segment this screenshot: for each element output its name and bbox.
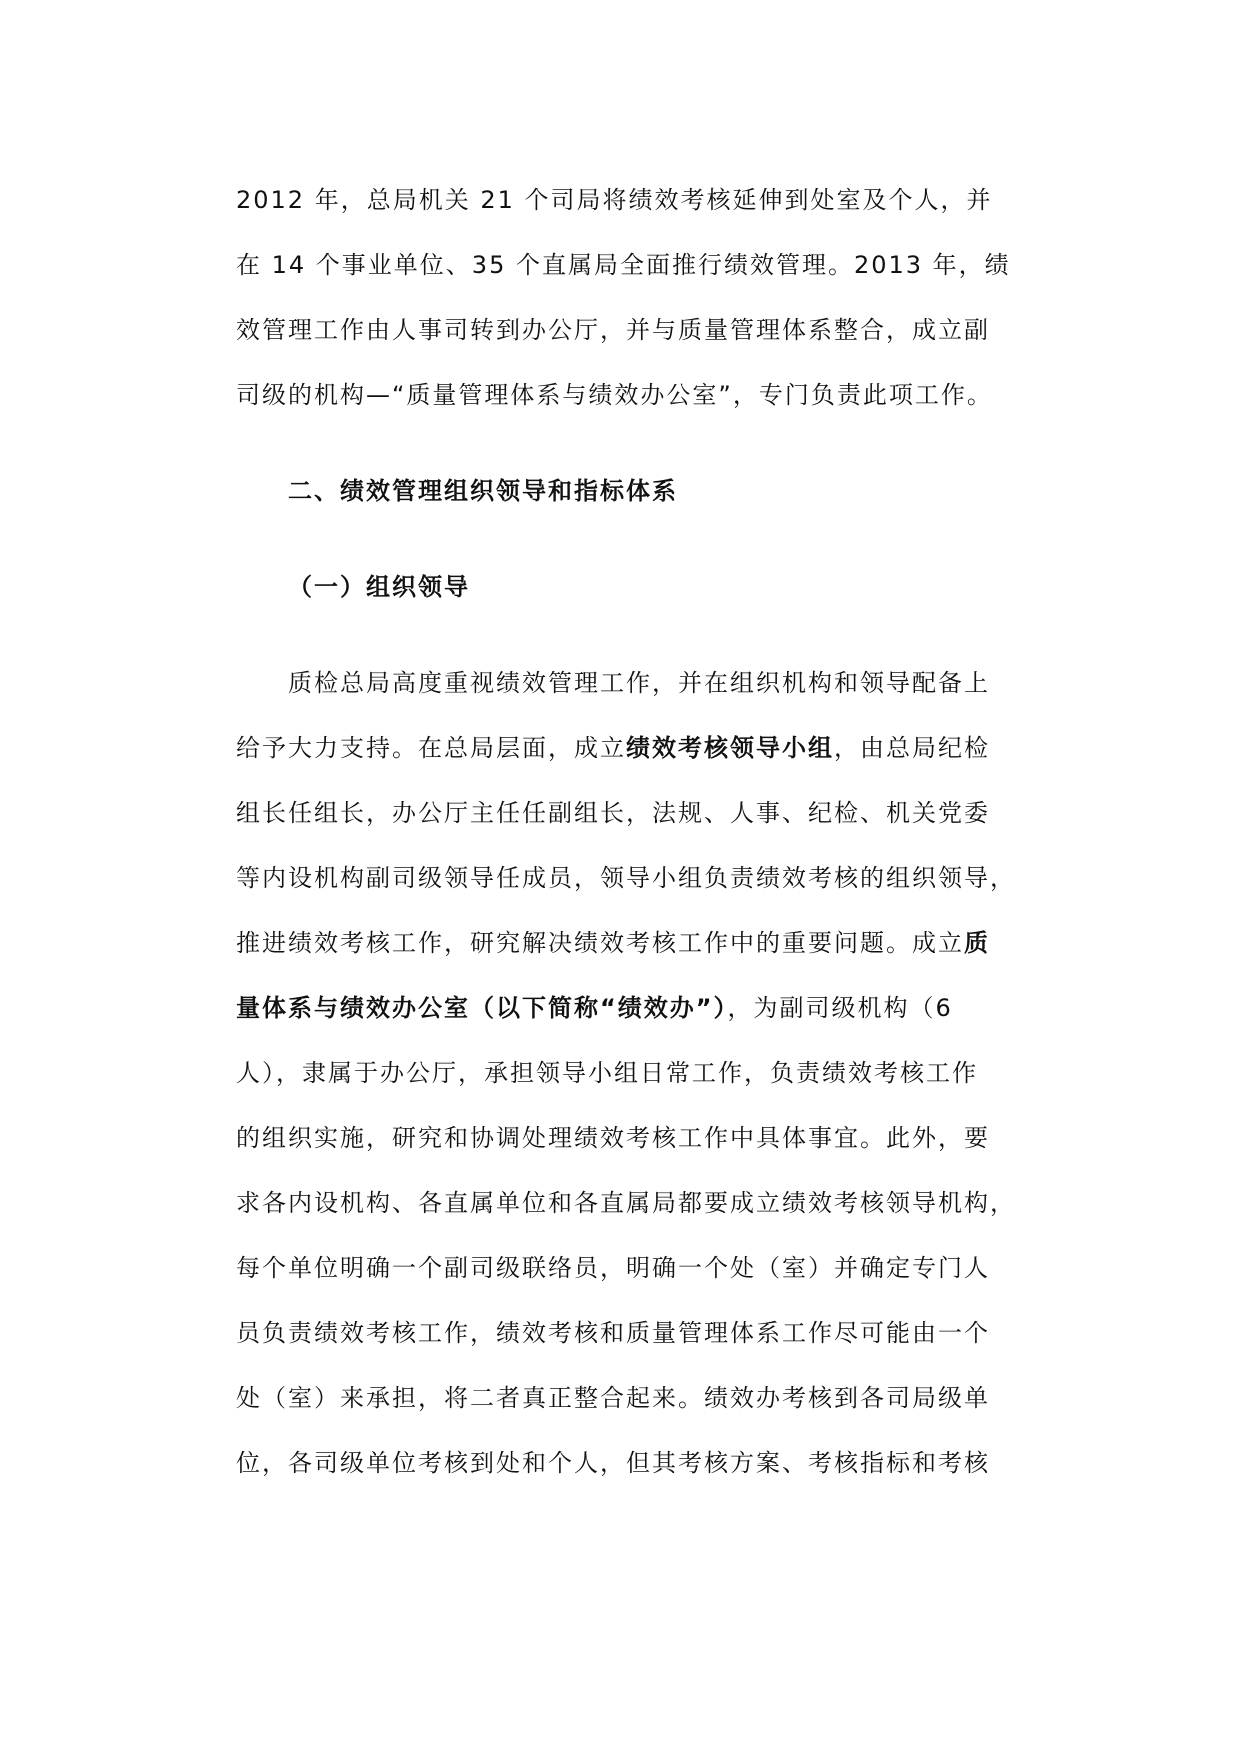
paragraph-2-line-13: 位，各司级单位考核到处和个人，但其考核方案、考核指标和考核 <box>236 1449 990 1477</box>
paragraph-2-line-11: 员负责绩效考核工作，绩效考核和质量管理体系工作尽可能由一个 <box>236 1319 990 1347</box>
paragraph-2-line-3: 组长任组长，办公厅主任任副组长，法规、人事、纪检、机关党委 <box>236 799 990 827</box>
paragraph-2-line-12: 处（室）来承担，将二者真正整合起来。绩效办考核到各司局级单 <box>236 1384 990 1412</box>
paragraph-2-line-2 <box>236 716 1026 781</box>
bold-term-office: 量体系与绩效办公室（以下简称“绩效办”） <box>236 994 728 1022</box>
subsection-heading: （一）组织领导 <box>288 573 470 601</box>
bold-term-office-start: 质 <box>964 929 990 957</box>
paragraph-2-line-5 <box>236 911 1026 976</box>
paragraph-2-line-1: 质检总局高度重视绩效管理工作，并在组织机构和领导配备上 <box>288 669 990 697</box>
text-span: ，由总局纪检 <box>834 734 990 762</box>
paragraph-1-line-1: 2012 年，总局机关 21 个司局将绩效考核延伸到处室及个人，并 <box>236 186 993 214</box>
paragraph-2-line-10: 每个单位明确一个副司级联络员，明确一个处（室）并确定专门人 <box>236 1254 990 1282</box>
paragraph-2-line-9: 求各内设机构、各直属单位和各直属局都要成立绩效考核领导机构， <box>236 1189 1016 1217</box>
paragraph-1-line-4: 司级的机构—“质量管理体系与绩效办公室”，专门负责此项工作。 <box>236 381 993 409</box>
bold-term-leadership-group: 绩效考核领导小组 <box>626 734 834 762</box>
paragraph-2-line-7: 人），隶属于办公厅，承担领导小组日常工作，负责绩效考核工作 <box>236 1059 978 1087</box>
paragraph-1-line-3: 效管理工作由人事司转到办公厅，并与质量管理体系整合，成立副 <box>236 316 990 344</box>
paragraph-2-line-8: 的组织实施，研究和协调处理绩效考核工作中具体事宜。此外，要 <box>236 1124 990 1152</box>
text-span: 推进绩效考核工作，研究解决绩效考核工作中的重要问题。成立 <box>236 929 964 957</box>
text-span: ，为副司级机构（6 <box>727 994 953 1022</box>
document-body <box>236 168 1026 1496</box>
paragraph-2-line-6 <box>236 976 1026 1041</box>
paragraph-2-line-4: 等内设机构副司级领导任成员，领导小组负责绩效考核的组织领导， <box>236 864 1016 892</box>
paragraph-1-line-2: 在 14 个事业单位、35 个直属局全面推行绩效管理。2013 年，绩 <box>236 251 1011 279</box>
section-heading: 二、绩效管理组织领导和指标体系 <box>288 477 678 505</box>
text-span: 给予大力支持。在总局层面，成立 <box>236 734 626 762</box>
